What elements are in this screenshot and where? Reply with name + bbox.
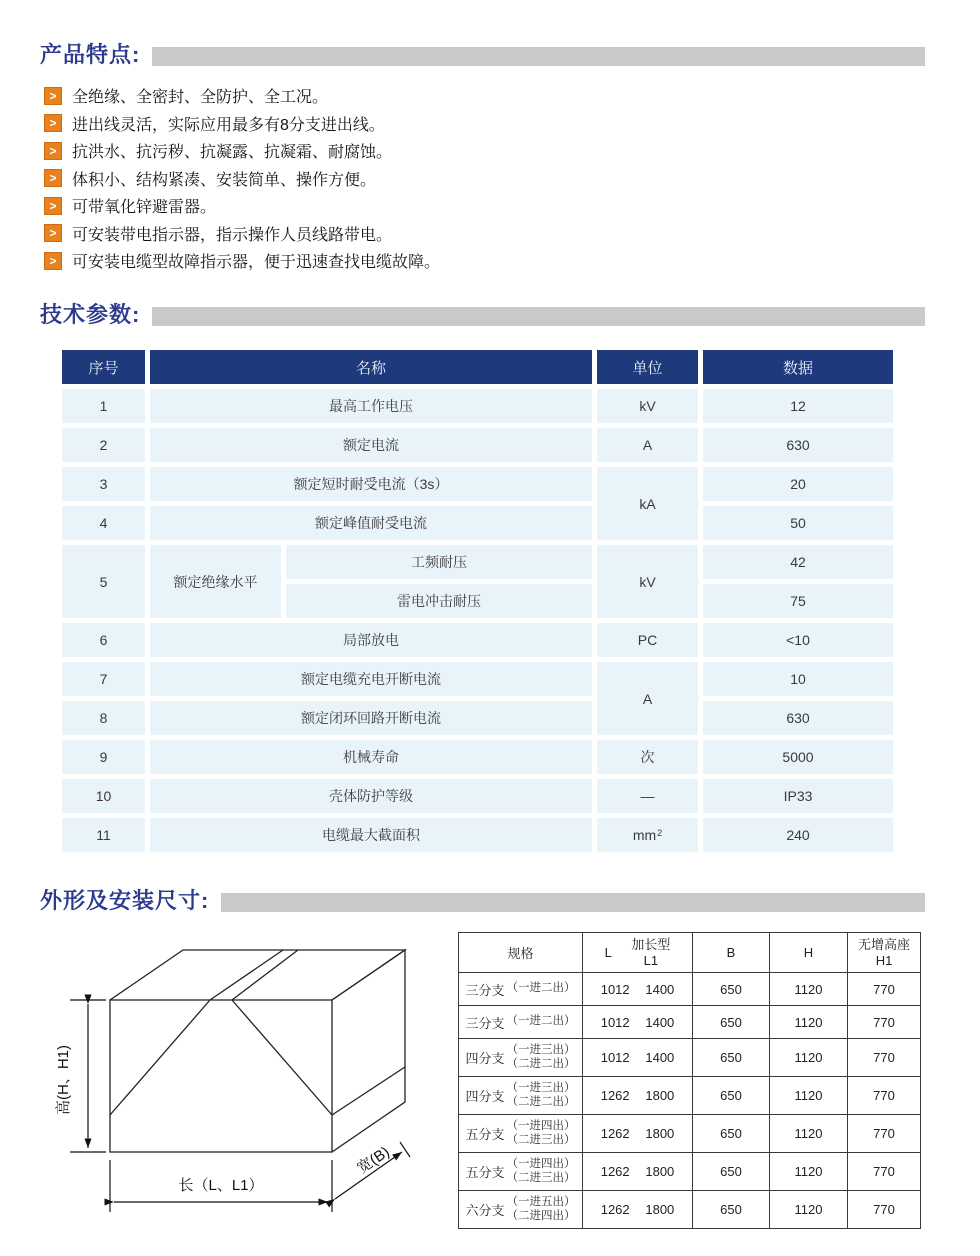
feature-text: 可安装电缆型故障指示器，便于迅速查找电缆故障。 bbox=[72, 254, 441, 272]
chevron-bullet-icon: > bbox=[44, 252, 62, 270]
features-section-header bbox=[40, 38, 925, 69]
dim-header-l: L bbox=[604, 945, 612, 960]
cell-no: 4 bbox=[62, 506, 145, 540]
cell-unit bbox=[597, 818, 698, 852]
cell-no: 1 bbox=[62, 389, 145, 423]
cell-no: 11 bbox=[62, 818, 145, 852]
value-h1: 770 bbox=[848, 973, 921, 1006]
features-title: 产品特点: bbox=[40, 42, 141, 67]
cell-no: 9 bbox=[62, 740, 145, 774]
cell-name: 额定峰值耐受电流 bbox=[150, 506, 592, 540]
list-item bbox=[44, 192, 440, 220]
spec-name: 四分支 bbox=[465, 1051, 505, 1066]
width-dim-label: 宽(B) bbox=[354, 1143, 393, 1178]
spec-detail: （二进三出） bbox=[506, 1171, 576, 1184]
height-dim-label: 高(H、H1) bbox=[55, 1045, 72, 1115]
spec-detail: （二进二出） bbox=[506, 1057, 576, 1070]
table-row bbox=[459, 973, 921, 1006]
value-l1: 1800 bbox=[645, 1202, 675, 1217]
dims-section-header bbox=[40, 884, 925, 915]
chevron-bullet-icon: > bbox=[44, 197, 62, 215]
col-header-data: 数据 bbox=[703, 350, 893, 384]
dim-header-spec: 规格 bbox=[459, 933, 583, 973]
box-outline bbox=[110, 950, 405, 1152]
value-h1: 770 bbox=[848, 1115, 921, 1153]
value-l1: 1400 bbox=[645, 1014, 675, 1030]
cell-name: 电缆最大截面积 bbox=[150, 818, 592, 852]
value-l1: 1400 bbox=[645, 1050, 675, 1065]
cell-data: 240 bbox=[703, 818, 893, 852]
cell-no: 10 bbox=[62, 779, 145, 813]
cell-group-name: 额定绝缘水平 bbox=[150, 545, 281, 618]
list-item bbox=[44, 247, 440, 275]
value-b: 650 bbox=[693, 1153, 770, 1191]
feature-list bbox=[44, 82, 440, 275]
spec-detail: （二进二出） bbox=[506, 1095, 576, 1108]
value-b: 650 bbox=[693, 973, 770, 1006]
dim-header-length bbox=[583, 933, 693, 973]
spec-detail: （一进四出） bbox=[506, 1158, 576, 1171]
cell-data: 42 bbox=[703, 545, 893, 579]
value-h: 1120 bbox=[770, 973, 848, 1006]
spec-detail: （二进三出） bbox=[506, 1133, 576, 1146]
cell-data: 630 bbox=[703, 701, 893, 735]
value-l: 1012 bbox=[600, 1014, 630, 1030]
list-item bbox=[44, 82, 440, 110]
value-b: 650 bbox=[693, 1006, 770, 1039]
dims-title: 外形及安装尺寸: bbox=[40, 888, 210, 913]
table-row bbox=[459, 1115, 921, 1153]
feature-text: 进出线灵活，实际应用最多有8分支进出线。 bbox=[72, 116, 385, 134]
dim-header-h1-top: 无增高座 bbox=[857, 936, 910, 952]
value-b: 650 bbox=[693, 1115, 770, 1153]
chevron-bullet-icon: > bbox=[44, 87, 62, 105]
technical-parameters-table bbox=[62, 350, 893, 852]
value-l1: 1800 bbox=[645, 1126, 675, 1141]
list-item bbox=[44, 165, 440, 193]
cell-no: 6 bbox=[62, 623, 145, 657]
value-h1: 770 bbox=[848, 1006, 921, 1039]
params-title: 技术参数: bbox=[40, 302, 141, 327]
list-item bbox=[44, 220, 440, 248]
outline-dimension-diagram bbox=[40, 920, 460, 1250]
cell-name: 壳体防护等级 bbox=[150, 779, 592, 813]
spec-detail: （二进四出） bbox=[506, 1209, 576, 1222]
value-h: 1120 bbox=[770, 1006, 848, 1039]
cell-data: 5000 bbox=[703, 740, 893, 774]
cell-data: IP33 bbox=[703, 779, 893, 813]
feature-text: 可安装带电指示器，指示操作人员线路带电。 bbox=[72, 226, 393, 244]
value-l1: 1800 bbox=[645, 1164, 675, 1179]
cell-name: 机械寿命 bbox=[150, 740, 592, 774]
value-l: 1262 bbox=[600, 1088, 630, 1103]
table-header-row bbox=[459, 933, 921, 973]
params-section-header bbox=[40, 298, 925, 329]
list-item bbox=[44, 110, 440, 138]
dim-header-b: B bbox=[693, 933, 770, 973]
unit-sup: 2 bbox=[657, 828, 663, 838]
cell-unit: PC bbox=[597, 623, 698, 657]
dim-header-ext: 加长型 bbox=[631, 936, 671, 952]
spec-name: 三分支 bbox=[465, 1015, 505, 1031]
spec-detail: （一进三出） bbox=[506, 1082, 576, 1095]
chevron-bullet-icon: > bbox=[44, 142, 62, 160]
cell-name: 最高工作电压 bbox=[150, 389, 592, 423]
spec-name: 三分支 bbox=[465, 982, 505, 998]
value-l: 1262 bbox=[600, 1202, 630, 1217]
col-header-name: 名称 bbox=[150, 350, 592, 384]
value-b: 650 bbox=[693, 1039, 770, 1077]
value-h: 1120 bbox=[770, 1115, 848, 1153]
table-row bbox=[459, 1153, 921, 1191]
cell-name: 额定电缆充电开断电流 bbox=[150, 662, 592, 696]
value-l1: 1400 bbox=[645, 981, 675, 997]
cell-data: <10 bbox=[703, 623, 893, 657]
cell-unit: — bbox=[597, 779, 698, 813]
spec-detail: （一进四出） bbox=[506, 1120, 576, 1133]
feature-text: 抗洪水、抗污秽、抗凝露、抗凝霜、耐腐蚀。 bbox=[72, 144, 393, 162]
table-row bbox=[459, 1039, 921, 1077]
spec-name: 四分支 bbox=[465, 1089, 505, 1104]
value-l: 1012 bbox=[600, 981, 630, 997]
value-h: 1120 bbox=[770, 1153, 848, 1191]
value-l: 1012 bbox=[600, 1050, 630, 1065]
spec-detail: （一进三出） bbox=[506, 1044, 576, 1057]
cell-unit: A bbox=[597, 428, 698, 462]
value-b: 650 bbox=[693, 1077, 770, 1115]
cell-no: 8 bbox=[62, 701, 145, 735]
length-dim-label: 长（L、L1） bbox=[178, 1177, 264, 1194]
value-l1: 1800 bbox=[645, 1088, 675, 1103]
cell-name: 额定电流 bbox=[150, 428, 592, 462]
cell-unit-merged: kA bbox=[597, 467, 698, 540]
cell-data: 12 bbox=[703, 389, 893, 423]
dim-header-h1-bottom: H1 bbox=[875, 952, 893, 968]
dimensions-table bbox=[458, 932, 921, 1229]
spec-name: 五分支 bbox=[465, 1127, 505, 1142]
list-item bbox=[44, 137, 440, 165]
cell-name: 局部放电 bbox=[150, 623, 592, 657]
dim-header-l1: L1 bbox=[643, 952, 659, 968]
feature-text: 体积小、结构紧凑、安装简单、操作方便。 bbox=[72, 171, 377, 189]
value-h: 1120 bbox=[770, 1191, 848, 1229]
spec-name: 六分支 bbox=[465, 1203, 505, 1218]
spec-name: 五分支 bbox=[465, 1165, 505, 1180]
value-b: 650 bbox=[693, 1191, 770, 1229]
cell-data: 10 bbox=[703, 662, 893, 696]
table-row bbox=[459, 1006, 921, 1039]
dims-title-bar bbox=[221, 893, 925, 912]
value-h1: 770 bbox=[848, 1077, 921, 1115]
cell-data: 75 bbox=[703, 584, 893, 618]
col-header-no: 序号 bbox=[62, 350, 145, 384]
cell-no: 7 bbox=[62, 662, 145, 696]
value-h: 1120 bbox=[770, 1039, 848, 1077]
spec-detail: （一进二出） bbox=[506, 1015, 576, 1028]
unit-base: mm bbox=[632, 827, 657, 843]
cell-unit-merged: A bbox=[597, 662, 698, 735]
dim-header-h1 bbox=[848, 933, 921, 973]
cell-sub-name: 雷电冲击耐压 bbox=[286, 584, 592, 618]
value-l: 1262 bbox=[600, 1126, 630, 1141]
cell-data: 20 bbox=[703, 467, 893, 501]
chevron-bullet-icon: > bbox=[44, 224, 62, 242]
cell-name: 额定短时耐受电流（3s） bbox=[150, 467, 592, 501]
features-title-bar bbox=[152, 47, 925, 66]
table-row bbox=[459, 1077, 921, 1115]
feature-text: 可带氧化锌避雷器。 bbox=[72, 199, 217, 217]
feature-text: 全绝缘、全密封、全防护、全工况。 bbox=[72, 89, 329, 107]
spec-detail: （一进五出） bbox=[506, 1196, 576, 1209]
cell-unit: 次 bbox=[597, 740, 698, 774]
table-row bbox=[459, 1191, 921, 1229]
params-title-bar bbox=[152, 307, 925, 326]
value-h1: 770 bbox=[848, 1191, 921, 1229]
col-header-unit: 单位 bbox=[597, 350, 698, 384]
dim-header-h: H bbox=[770, 933, 848, 973]
value-h: 1120 bbox=[770, 1077, 848, 1115]
cell-name: 额定闭环回路开断电流 bbox=[150, 701, 592, 735]
cell-data: 630 bbox=[703, 428, 893, 462]
cell-data: 50 bbox=[703, 506, 893, 540]
cell-unit: kV bbox=[597, 389, 698, 423]
value-h1: 770 bbox=[848, 1039, 921, 1077]
value-h1: 770 bbox=[848, 1153, 921, 1191]
cell-no-merged: 5 bbox=[62, 545, 145, 618]
spec-detail: （一进二出） bbox=[506, 982, 576, 995]
value-l: 1262 bbox=[600, 1164, 630, 1179]
cell-no: 3 bbox=[62, 467, 145, 501]
chevron-bullet-icon: > bbox=[44, 114, 62, 132]
cell-sub-name: 工频耐压 bbox=[286, 545, 592, 579]
cell-no: 2 bbox=[62, 428, 145, 462]
cell-unit-merged: kV bbox=[597, 545, 698, 618]
chevron-bullet-icon: > bbox=[44, 169, 62, 187]
